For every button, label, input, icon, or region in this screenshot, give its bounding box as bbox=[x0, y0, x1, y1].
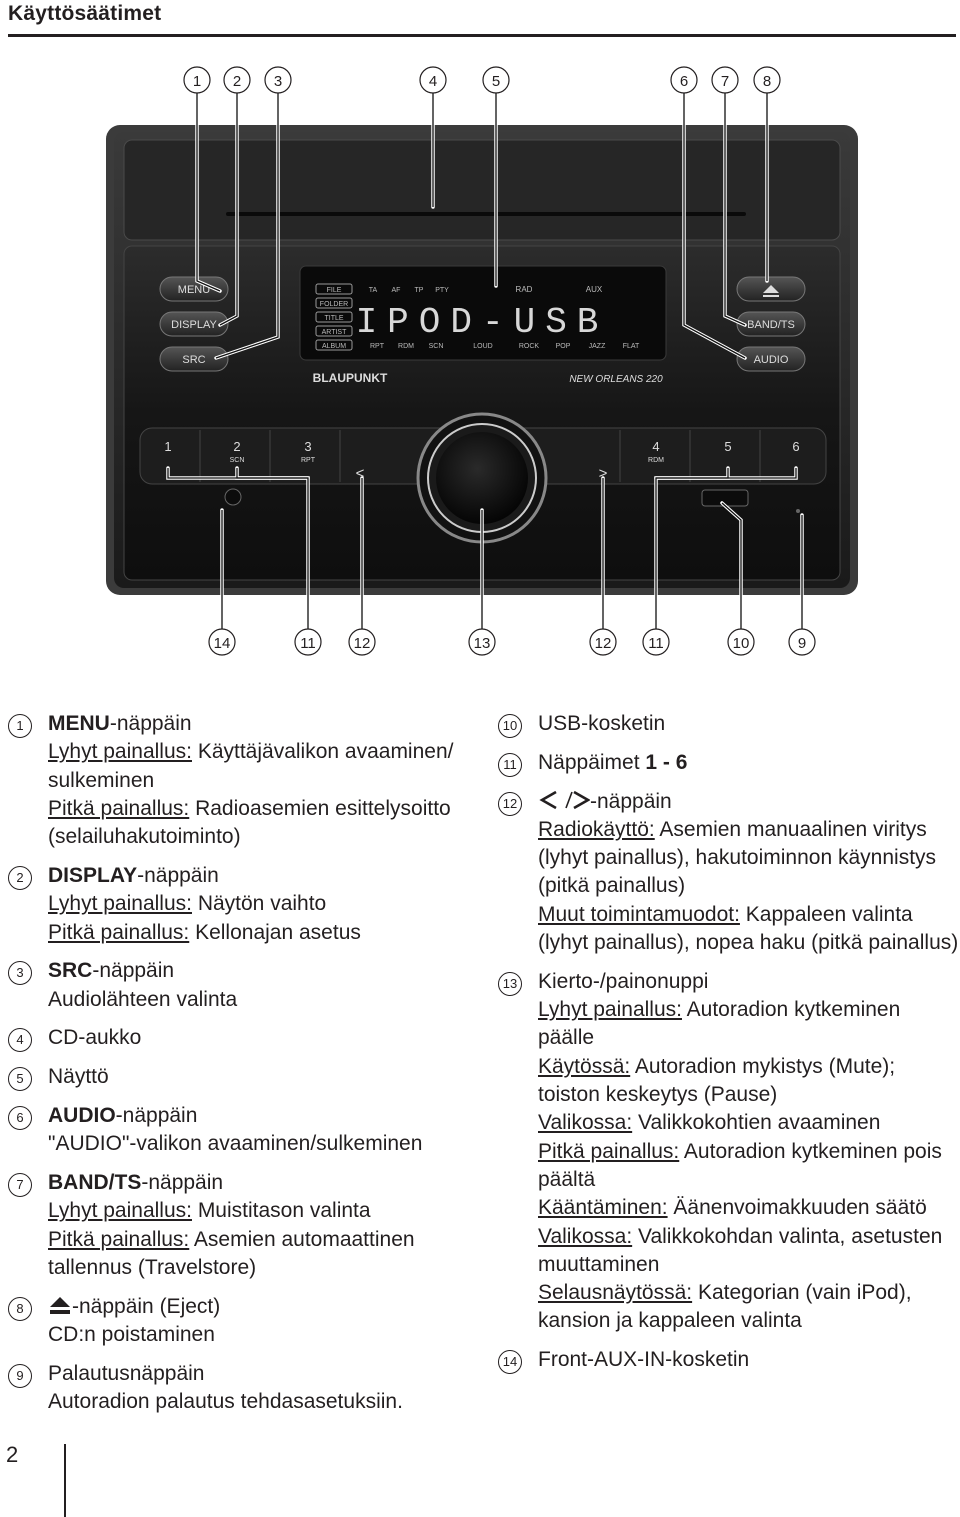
preset-3-sub: RPT bbox=[301, 457, 315, 464]
callout-bottom-12a: 12 bbox=[353, 635, 371, 652]
arrow-right-key: > bbox=[598, 465, 608, 482]
legend-line-text: Kappaleen valinta bbox=[739, 902, 913, 926]
legend-number: 13 bbox=[498, 972, 522, 996]
callout-bottom-10: 10 bbox=[732, 635, 750, 652]
legend-title-rest: -näppäin (Eject) bbox=[72, 1294, 221, 1318]
legend-line bbox=[538, 1024, 960, 1052]
disp-rad: RAD bbox=[515, 285, 533, 294]
preset-2: 2 bbox=[233, 439, 241, 454]
legend-line bbox=[538, 1138, 960, 1166]
legend-line-label: Lyhyt painallus: bbox=[538, 998, 682, 1022]
legend-title-bold: SRC bbox=[48, 959, 93, 983]
arrow-left-key: < bbox=[355, 465, 365, 482]
callout-bottom-11a: 11 bbox=[300, 635, 316, 652]
legend-line-text: Autoradion palautus tehdasasetuksiin. bbox=[48, 1390, 403, 1414]
preset-4: 4 bbox=[652, 439, 660, 454]
disp-label-title: TITLE bbox=[324, 315, 344, 322]
legend-line bbox=[48, 919, 478, 947]
legend-title bbox=[48, 710, 478, 738]
legend-item-13 bbox=[498, 968, 960, 1336]
legend-title-rest: USB-kosketin bbox=[538, 712, 666, 735]
brand-logo: BLAUPUNKT bbox=[312, 371, 388, 385]
legend-item-7 bbox=[8, 1169, 478, 1282]
legend-number: 1 bbox=[8, 714, 32, 738]
legend-line-text: (lyhyt painallus), hakutoiminnon käynnistys bbox=[538, 846, 937, 870]
legend-line bbox=[48, 1321, 478, 1349]
legend-number: 9 bbox=[8, 1364, 32, 1388]
legend-item-1 bbox=[8, 710, 478, 851]
disp-label-album: ALBUM bbox=[321, 343, 347, 350]
callout-bottom-9: 9 bbox=[797, 635, 807, 652]
legend-number: 2 bbox=[8, 866, 32, 890]
page-number-divider bbox=[64, 1444, 66, 1517]
legend-line bbox=[48, 795, 478, 823]
legend-title-rest: -näppäin bbox=[115, 1104, 198, 1128]
legend-item-2 bbox=[8, 862, 478, 947]
legend-title-bold-after: 1 - 6 bbox=[645, 750, 688, 774]
legend-line bbox=[538, 996, 960, 1024]
callout-top-1: 1 bbox=[192, 73, 202, 90]
menu-button-label: MENU bbox=[177, 284, 211, 296]
legend-line-text: Radioasemien esittelysoitto bbox=[189, 796, 451, 820]
legend-line-text: tallennus (Travelstore) bbox=[48, 1256, 257, 1280]
legend-item-10 bbox=[498, 710, 960, 738]
legend-line-label: Pitkä painallus: bbox=[48, 920, 190, 944]
callout-top-3: 3 bbox=[273, 73, 283, 90]
legend-line-text: Kategorian (vain iPod), bbox=[692, 1281, 912, 1305]
car-radio-figure bbox=[0, 0, 960, 690]
legend-line bbox=[538, 1279, 960, 1307]
legend-title-rest: Näppäimet bbox=[538, 750, 646, 774]
legend-line bbox=[48, 890, 478, 918]
callout-top-2: 2 bbox=[232, 73, 242, 90]
preset-2-sub: SCN bbox=[229, 457, 245, 464]
legend-line-label: Pitkä painallus: bbox=[48, 796, 190, 820]
legend-number: 4 bbox=[8, 1028, 32, 1052]
legend-line-text: (lyhyt painallus), nopea haku (pitkä painallus) bbox=[538, 931, 959, 955]
disp-tag-loud: LOUD bbox=[473, 343, 493, 350]
legend-line-label: Käytössä: bbox=[538, 1054, 631, 1078]
legend-title bbox=[48, 862, 478, 890]
src-button-label: SRC bbox=[182, 354, 206, 366]
legend-item-8 bbox=[8, 1293, 478, 1350]
legend-item-5 bbox=[8, 1063, 478, 1091]
legend-line-label: Radiokäyttö: bbox=[538, 817, 655, 841]
legend-item-6 bbox=[8, 1102, 478, 1159]
legend-line-text: (selailuhakutoiminto) bbox=[48, 825, 241, 849]
legend-line-text: päältä bbox=[538, 1167, 596, 1191]
disp-tag-tp: TP bbox=[414, 287, 424, 294]
legend-title bbox=[48, 1102, 478, 1130]
legend-item-3 bbox=[8, 957, 478, 1014]
legend-title-rest: -näppäin bbox=[141, 1171, 224, 1195]
callout-bottom-11b: 11 bbox=[648, 635, 664, 652]
legend-title-bold: MENU bbox=[48, 712, 110, 735]
legend-title bbox=[538, 710, 960, 738]
page-number: 2 bbox=[6, 1442, 19, 1467]
legend-title bbox=[538, 1346, 960, 1374]
legend-line bbox=[538, 816, 960, 844]
legend-line bbox=[48, 1254, 478, 1282]
legend-line-text: Valikkokohdan valinta, asetusten bbox=[632, 1224, 943, 1248]
legend-number: 3 bbox=[8, 961, 32, 985]
legend-title-rest: Kierto-/painonuppi bbox=[538, 969, 709, 993]
cd-panel bbox=[124, 140, 840, 240]
legend-title-rest: Palautusnäppäin bbox=[48, 1361, 205, 1385]
legend-line-label: Valikossa: bbox=[538, 1224, 633, 1248]
legend-number: 8 bbox=[8, 1297, 32, 1321]
callout-top-6: 6 bbox=[679, 73, 689, 90]
legend-title-rest: -näppäin bbox=[137, 863, 219, 887]
legend-number: 6 bbox=[8, 1106, 32, 1130]
legend-item-4 bbox=[8, 1024, 478, 1052]
legend-line-text: Käyttäjävalikon avaaminen/ bbox=[191, 740, 454, 764]
left-right-arrow-icon bbox=[538, 790, 590, 810]
legend-line bbox=[48, 1226, 478, 1254]
legend-line-text: Näytön vaihto bbox=[191, 892, 327, 916]
legend-line bbox=[538, 1166, 960, 1194]
display-button-label: DISPLAY bbox=[171, 319, 217, 331]
legend-title-rest: -näppäin bbox=[92, 959, 175, 983]
legend-line bbox=[538, 1109, 960, 1137]
disp-tag-flat: FLAT bbox=[622, 343, 640, 350]
legend-title-bold: BAND/TS bbox=[48, 1171, 142, 1195]
preset-5: 5 bbox=[724, 439, 732, 454]
callout-bottom-14: 14 bbox=[213, 635, 231, 652]
cd-slot bbox=[226, 212, 746, 216]
legend-line bbox=[538, 872, 960, 900]
legend-item-9 bbox=[8, 1360, 478, 1417]
disp-label-folder: FOLDER bbox=[319, 301, 349, 308]
legend-title bbox=[538, 788, 960, 816]
preset-3: 3 bbox=[304, 439, 312, 454]
legend-title bbox=[48, 1063, 478, 1091]
legend-number: 5 bbox=[8, 1067, 32, 1091]
legend-line-text: kansion ja kappaleen valinta bbox=[538, 1309, 802, 1333]
legend-item-14 bbox=[498, 1346, 960, 1374]
legend-title bbox=[538, 968, 960, 996]
callout-top-4: 4 bbox=[428, 73, 438, 90]
legend-line-text: sulkeminen bbox=[48, 768, 155, 792]
legend-line bbox=[48, 738, 478, 766]
legend-line-text: Autoradion kytkeminen pois bbox=[679, 1139, 942, 1163]
disp-tag-jazz: JAZZ bbox=[588, 343, 606, 350]
legend-title-bold: DISPLAY bbox=[48, 863, 138, 887]
legend-line-text: Asemien automaattinen bbox=[189, 1227, 415, 1251]
disp-tag-pty: PTY bbox=[435, 287, 449, 294]
disp-tag-rock: ROCK bbox=[518, 343, 540, 350]
band-ts-button-label: BAND/TS bbox=[747, 319, 795, 331]
legend-line-text: Muistitason valinta bbox=[191, 1199, 371, 1223]
legend-line-label: Lyhyt painallus: bbox=[48, 1199, 192, 1223]
legend-title bbox=[48, 957, 478, 985]
callout-bottom-13: 13 bbox=[473, 635, 491, 652]
legend-line bbox=[538, 929, 960, 957]
legend-title bbox=[48, 1169, 478, 1197]
legend-line-text: Autoradion kytkeminen bbox=[681, 998, 901, 1022]
legend-line-label: Lyhyt painallus: bbox=[48, 740, 192, 764]
eject-icon bbox=[48, 1295, 72, 1315]
legend-line bbox=[538, 1081, 960, 1109]
legend-line-text: toiston keskeytys (Pause) bbox=[538, 1083, 778, 1107]
legend-line-text: päälle bbox=[538, 1026, 595, 1050]
legend-line bbox=[538, 1223, 960, 1251]
legend-number: 11 bbox=[498, 753, 522, 777]
legend-title-rest: -näppäin bbox=[109, 712, 192, 735]
legend-line bbox=[48, 1388, 478, 1416]
legend-line-text: muuttaminen bbox=[538, 1252, 660, 1276]
legend-title bbox=[538, 749, 960, 777]
callout-top-5: 5 bbox=[491, 73, 501, 90]
legend-line-label: Lyhyt painallus: bbox=[48, 892, 192, 916]
disp-tag-scn: SCN bbox=[428, 343, 444, 350]
preset-1: 1 bbox=[164, 439, 172, 454]
legend-line-label: Muut toimintamuodot: bbox=[538, 902, 740, 926]
disp-tag-ta: TA bbox=[368, 287, 378, 294]
legend-line-text: Audiolähteen valinta bbox=[48, 987, 238, 1011]
display-main-text: IPOD-USB bbox=[355, 302, 609, 343]
legend-line bbox=[48, 1130, 478, 1158]
reset-hole bbox=[796, 509, 800, 513]
legend-line-text: CD:n poistaminen bbox=[48, 1323, 215, 1347]
left-column bbox=[8, 710, 478, 1427]
legend-line bbox=[48, 1197, 478, 1225]
legend-line bbox=[48, 767, 478, 795]
model-name: NEW ORLEANS 220 bbox=[569, 374, 663, 385]
legend-line-label: Kääntäminen: bbox=[538, 1196, 668, 1220]
legend-title-rest: CD-aukko bbox=[48, 1026, 142, 1050]
legend-line bbox=[48, 986, 478, 1014]
legend-title-rest: Näyttö bbox=[48, 1065, 109, 1089]
disp-tag-af: AF bbox=[391, 287, 401, 294]
legend-item-12 bbox=[498, 788, 960, 958]
legend-line bbox=[538, 1251, 960, 1279]
legend-line-text: Autoradion mykistys (Mute); bbox=[630, 1054, 896, 1078]
legend-line-label: Valikossa: bbox=[538, 1111, 633, 1135]
legend-number: 10 bbox=[498, 714, 522, 738]
legend-line-text: Äänenvoimakkuuden säätö bbox=[667, 1196, 927, 1220]
legend-line bbox=[538, 1307, 960, 1335]
legend-line-text: Asemien manuaalinen viritys bbox=[654, 817, 927, 841]
callout-top-8: 8 bbox=[762, 73, 772, 90]
legend-title bbox=[48, 1293, 478, 1321]
legend-line-label: Pitkä painallus: bbox=[538, 1139, 680, 1163]
legend-line bbox=[538, 1194, 960, 1222]
legend-line-text: Valikkokohtien avaaminen bbox=[632, 1111, 881, 1135]
legend-line-label: Selausnäytössä: bbox=[538, 1281, 693, 1305]
page-title: Käyttösäätimet bbox=[8, 2, 162, 25]
legend-number: 7 bbox=[8, 1173, 32, 1197]
disp-label-file: FILE bbox=[326, 287, 342, 294]
legend-line-text: Kellonajan asetus bbox=[189, 920, 361, 944]
legend-line-text: "AUDIO"-valikon avaaminen/sulkeminen bbox=[48, 1132, 423, 1156]
legend-title-rest: Front-AUX-IN-kosketin bbox=[538, 1348, 750, 1372]
legend-line bbox=[538, 1053, 960, 1081]
legend-title-bold: AUDIO bbox=[48, 1104, 116, 1128]
legend-title bbox=[48, 1360, 478, 1388]
legend-line bbox=[538, 901, 960, 929]
callout-top-7: 7 bbox=[720, 73, 730, 90]
disp-tag-rpt: RPT bbox=[370, 343, 384, 350]
disp-tag-pop: POP bbox=[555, 343, 571, 350]
aux-jack bbox=[225, 489, 241, 505]
preset-6: 6 bbox=[792, 439, 800, 454]
legend-item-11 bbox=[498, 749, 960, 777]
callout-bottom-12b: 12 bbox=[594, 635, 612, 652]
legend-number: 14 bbox=[498, 1350, 522, 1374]
disp-tag-rdm: RDM bbox=[398, 343, 414, 350]
disp-aux: AUX bbox=[585, 285, 603, 294]
preset-4-sub: RDM bbox=[648, 457, 664, 464]
legend-title bbox=[48, 1024, 478, 1052]
legend-line bbox=[538, 844, 960, 872]
audio-button-label: AUDIO bbox=[753, 354, 789, 366]
right-column bbox=[498, 710, 960, 1385]
legend-line bbox=[48, 823, 478, 851]
legend-title-rest: -näppäin bbox=[590, 789, 672, 813]
disp-label-artist: ARTIST bbox=[321, 329, 347, 336]
legend-line-text: (pitkä painallus) bbox=[538, 874, 686, 898]
legend-number: 12 bbox=[498, 792, 522, 816]
legend-line-label: Pitkä painallus: bbox=[48, 1227, 190, 1251]
